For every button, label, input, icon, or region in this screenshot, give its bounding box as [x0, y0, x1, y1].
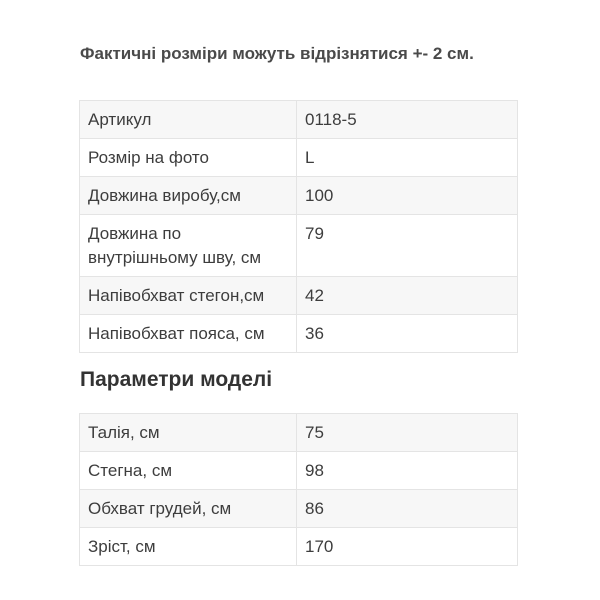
table-row — [80, 215, 518, 277]
model-params-heading: Параметри моделі — [80, 368, 273, 391]
product-size-table — [79, 100, 518, 353]
row-value: L — [297, 139, 518, 177]
row-label: Напівобхват пояса, см — [80, 315, 297, 353]
table-row — [80, 101, 518, 139]
row-value: 79 — [297, 215, 518, 277]
row-value: 0118-5 — [297, 101, 518, 139]
row-value: 75 — [297, 414, 518, 452]
row-label: Талія, см — [80, 414, 297, 452]
row-label: Стегна, см — [80, 452, 297, 490]
row-label: Довжина по внутрішньому шву, см — [80, 215, 297, 277]
model-params-table — [79, 413, 518, 566]
table-row — [80, 277, 518, 315]
row-label: Розмір на фото — [80, 139, 297, 177]
row-label: Напівобхват стегон,см — [80, 277, 297, 315]
table-row — [80, 414, 518, 452]
row-label: Зріст, см — [80, 528, 297, 566]
table-row — [80, 177, 518, 215]
row-label: Обхват грудей, см — [80, 490, 297, 528]
row-value: 86 — [297, 490, 518, 528]
table-row — [80, 528, 518, 566]
row-value: 170 — [297, 528, 518, 566]
table-row — [80, 315, 518, 353]
row-value: 98 — [297, 452, 518, 490]
table-row — [80, 139, 518, 177]
row-value: 42 — [297, 277, 518, 315]
row-value: 100 — [297, 177, 518, 215]
row-label: Довжина виробу,см — [80, 177, 297, 215]
row-label: Артикул — [80, 101, 297, 139]
row-value: 36 — [297, 315, 518, 353]
table-row — [80, 490, 518, 528]
size-disclaimer: Фактичні розміри можуть відрізнятися +- 2 см. — [80, 44, 474, 63]
table-row — [80, 452, 518, 490]
